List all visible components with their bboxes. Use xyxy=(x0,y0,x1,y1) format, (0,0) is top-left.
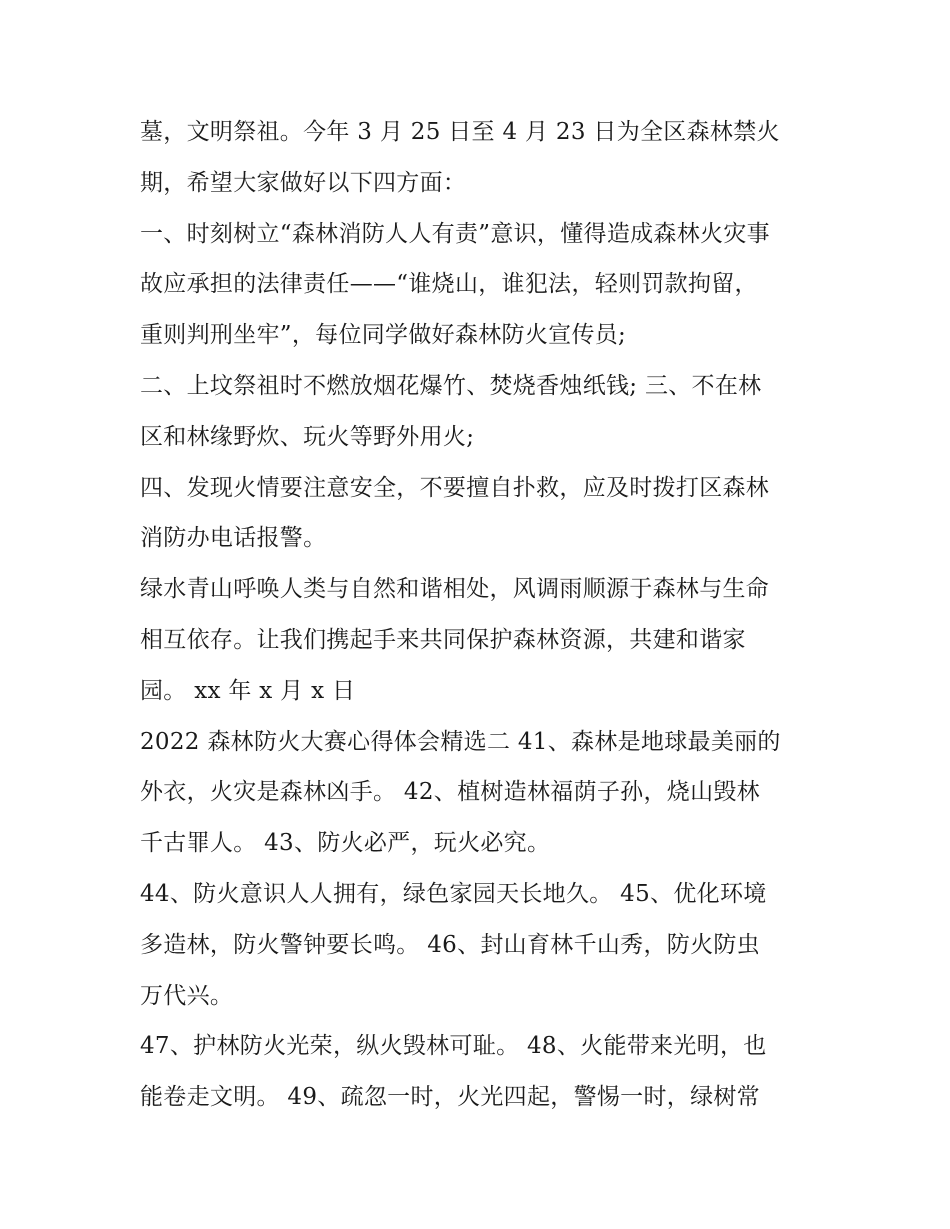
text-line: 一、时刻树立“森林消防人人有责”意识，懂得造成森林火灾事 xyxy=(140,220,770,247)
text-line: 园。 xx 年 x 月 x 日 xyxy=(140,677,356,704)
text-line: 万代兴。 xyxy=(140,982,234,1009)
text-line: 多造林，防火警钟要长鸣。 46、封山育林千山秀，防火防虫 xyxy=(140,931,760,958)
text-line: 能卷走文明。 49、疏忽一时，火光四起，警惕一时，绿树常 xyxy=(140,1084,760,1111)
text-line: 重则判刑坐牢”，每位同学做好森林防火宣传员; xyxy=(140,322,627,349)
text-line: 期，希望大家做好以下四方面： xyxy=(140,169,467,196)
text-line: 区和林缘野炊、玩火等野外用火; xyxy=(140,423,475,450)
text-line: 47、护林防火光荣，纵火毁林可耻。 48、火能带来光明，也 xyxy=(140,1033,767,1060)
text-line: 2022 森林防火大赛心得体会精选二 41、森林是地球最美丽的 xyxy=(140,728,781,755)
text-line: 消防办电话报警。 xyxy=(140,525,327,552)
text-line: 故应承担的法律责任——“谁烧山，谁犯法，轻则罚款拘留， xyxy=(140,271,758,298)
text-line: 墓，文明祭祖。今年 3 月 25 日至 4 月 23 日为全区森林禁火 xyxy=(140,119,780,145)
text-line: 44、防火意识人人拥有，绿色家园天长地久。 45、优化环境 xyxy=(140,880,767,907)
document-body xyxy=(140,107,820,1123)
text-line: 二、上坟祭祖时不燃放烟花爆竹、焚烧香烛纸钱; 三、不在林 xyxy=(140,372,762,399)
text-line: 绿水青山呼唤人类与自然和谐相处，风调雨顺源于森林与生命 xyxy=(140,576,770,603)
text-line: 四、发现火情要注意安全，不要擅自扑救，应及时拨打区森林 xyxy=(140,474,770,501)
text-line: 外衣，火灾是森林凶手。 42、植树造林福荫子孙，烧山毁林 xyxy=(140,779,760,806)
text-line: 千古罪人。 43、防火必严，玩火必究。 xyxy=(140,830,551,857)
text-line: 相互依存。让我们携起手来共同保护森林资源，共建和谐家 xyxy=(140,626,746,653)
